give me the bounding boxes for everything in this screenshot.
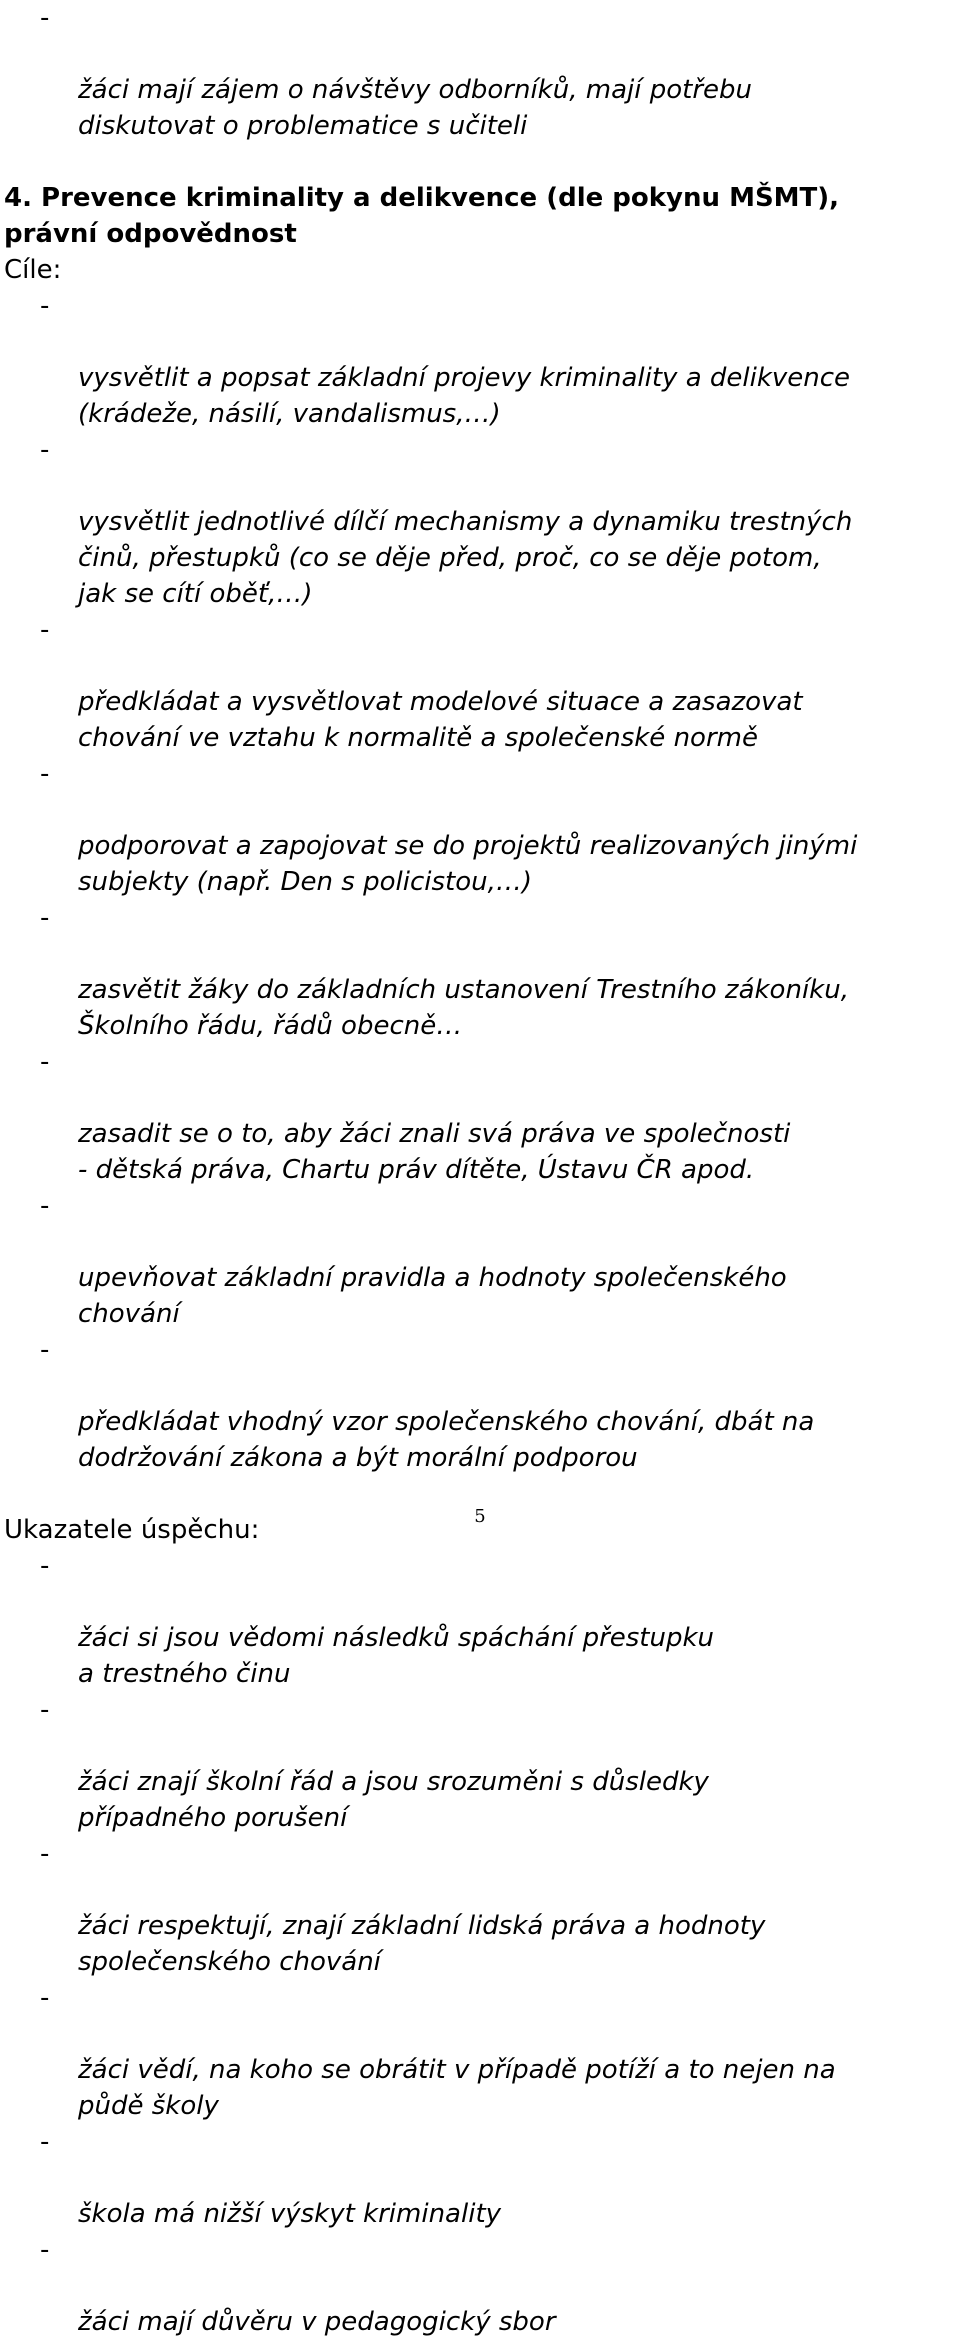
list-item bbox=[4, 612, 956, 756]
list-item bbox=[4, 756, 956, 900]
list-dash: - bbox=[40, 903, 50, 933]
list-item bbox=[4, 0, 956, 144]
list-item-text: vysvětlit jednotlivé dílčí mechanismy a dynamiku trestných činů, přestupků (co se děje před, proč, co se děje potom, jak se cítí oběť,…) bbox=[78, 507, 853, 609]
list-item bbox=[4, 1980, 956, 2124]
list-item bbox=[4, 2232, 956, 2340]
list-item bbox=[4, 900, 956, 1044]
list-dash: - bbox=[40, 759, 50, 789]
list-dash: - bbox=[40, 2127, 50, 2157]
list-dash: - bbox=[40, 615, 50, 645]
list-item bbox=[4, 288, 956, 432]
list-item-text: zasvětit žáky do základních ustanovení Trestního zákoníku, Školního řádu, řádů obecně… bbox=[78, 975, 849, 1041]
list-item-text: škola má nižší výskyt kriminality bbox=[78, 2199, 502, 2229]
list-dash: - bbox=[40, 1839, 50, 1869]
list-item-text: zasadit se o to, aby žáci znali svá práva ve společnosti - dětská práva, Chartu práv dítěte, Ústavu ČR apod. bbox=[78, 1119, 791, 1185]
indicators-list bbox=[4, 1548, 956, 2340]
list-item-text: vysvětlit a popsat základní projevy kriminality a delikvence (krádeže, násilí, vandalismus,…) bbox=[78, 363, 851, 429]
goals-list bbox=[4, 288, 956, 1476]
list-item-text: žáci mají zájem o návštěvy odborníků, mají potřebu diskutovat o problematice s učiteli bbox=[78, 75, 752, 141]
list-dash: - bbox=[40, 291, 50, 321]
list-item-text: žáci mají důvěru v pedagogický sbor bbox=[78, 2307, 556, 2337]
list-item-text: podporovat a zapojovat se do projektů realizovaných jinými subjekty (např. Den s policistou,…) bbox=[78, 831, 858, 897]
list-dash: - bbox=[40, 1335, 50, 1365]
page-number: 5 bbox=[474, 1506, 486, 1527]
list-item bbox=[4, 1044, 956, 1188]
list-item-text: žáci respektují, znají základní lidská práva a hodnoty společenského chování bbox=[78, 1911, 766, 1977]
list-dash: - bbox=[40, 1695, 50, 1725]
document-body bbox=[4, 0, 956, 2340]
list-item bbox=[4, 2124, 956, 2232]
list-dash: - bbox=[40, 2235, 50, 2265]
list-item-text: předkládat vhodný vzor společenského chování, dbát na dodržování zákona a být morální podporou bbox=[78, 1407, 815, 1473]
list-item bbox=[4, 1692, 956, 1836]
section-heading: 4. Prevence kriminality a delikvence (dle pokynu MŠMT), právní odpovědnost bbox=[4, 183, 840, 249]
list-dash: - bbox=[40, 1047, 50, 1077]
goals-label: Cíle: bbox=[4, 255, 62, 285]
list-item bbox=[4, 1836, 956, 1980]
list-item-text: předkládat a vysvětlovat modelové situace a zasazovat chování ve vztahu k normalitě a společenské normě bbox=[78, 687, 803, 753]
list-item bbox=[4, 1188, 956, 1332]
list-dash: - bbox=[40, 3, 50, 33]
list-item bbox=[4, 1548, 956, 1692]
list-dash: - bbox=[40, 1551, 50, 1581]
list-item bbox=[4, 432, 956, 612]
list-dash: - bbox=[40, 1191, 50, 1221]
top-list bbox=[4, 0, 956, 144]
indicators-label: Ukazatele úspěchu: bbox=[4, 1515, 260, 1545]
list-item-text: žáci znají školní řád a jsou srozuměni s důsledky případného porušení bbox=[78, 1767, 709, 1833]
list-item-text: upevňovat základní pravidla a hodnoty společenského chování bbox=[78, 1263, 787, 1329]
list-dash: - bbox=[40, 1983, 50, 2013]
list-item-text: žáci vědí, na koho se obrátit v případě potíží a to nejen na půdě školy bbox=[78, 2055, 836, 2121]
list-item-text: žáci si jsou vědomi následků spáchání přestupku a trestného činu bbox=[78, 1623, 715, 1689]
list-item bbox=[4, 1332, 956, 1476]
list-dash: - bbox=[40, 435, 50, 465]
